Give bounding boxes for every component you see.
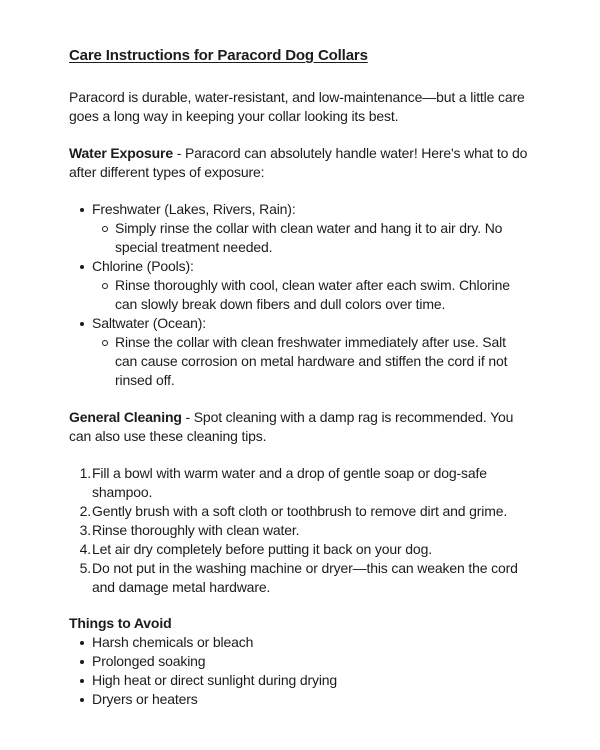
cleaning-step: Rinse thoroughly with clean water. [92, 522, 300, 538]
document-body [69, 46, 531, 709]
things-to-avoid-list [69, 633, 531, 709]
general-cleaning-paragraph [69, 408, 531, 446]
avoid-item: Harsh chemicals or bleach [92, 633, 531, 652]
exposure-sublist [92, 276, 531, 314]
cleaning-step: Gently brush with a soft cloth or toothbrush to remove dirt and grime. [92, 503, 508, 519]
exposure-sublist-item [115, 333, 531, 390]
exposure-list-item [92, 314, 531, 390]
water-exposure-label: Water Exposure [69, 145, 173, 161]
avoid-item: Dryers or heaters [92, 690, 531, 709]
cleaning-steps-list [69, 464, 531, 597]
exposure-type-label: Saltwater (Ocean): [92, 315, 207, 331]
exposure-sublist-item [115, 219, 531, 257]
exposure-instruction: Rinse thoroughly with cool, clean water after each swim. Chlorine can slowly break down fibers and dull colors over time. [115, 277, 510, 312]
cleaning-step: Do not put in the washing machine or dryer—this can weaken the cord and damage metal hardware. [92, 560, 518, 595]
exposure-list-item [92, 200, 531, 257]
exposure-instruction: Rinse the collar with clean freshwater immediately after use. Salt can cause corrosion on metal hardware and stiffen the cord if not rinsed off. [115, 334, 508, 388]
exposure-sublist [92, 333, 531, 390]
water-exposure-list [69, 200, 531, 390]
general-cleaning-text: - Spot cleaning with a damp rag is recommended. You can also use these cleaning tips. [69, 409, 514, 444]
document-title: Care Instructions for Paracord Dog Collars [69, 47, 368, 64]
exposure-list-item [92, 257, 531, 314]
avoid-item: Prolonged soaking [92, 652, 531, 671]
exposure-sublist [92, 219, 531, 257]
exposure-type-label: Chlorine (Pools): [92, 258, 194, 274]
intro-paragraph: Paracord is durable, water-resistant, and low-maintenance—but a little care goes a long way in keeping your collar looking its best. [69, 89, 525, 124]
general-cleaning-label: General Cleaning [69, 409, 182, 425]
cleaning-step: Let air dry completely before putting it back on your dog. [92, 541, 432, 557]
exposure-type-label: Freshwater (Lakes, Rivers, Rain): [92, 201, 296, 217]
cleaning-step: Fill a bowl with warm water and a drop of gentle soap or dog-safe shampoo. [92, 465, 487, 500]
exposure-instruction: Simply rinse the collar with clean water and hang it to air dry. No special treatment needed. [115, 220, 503, 255]
water-exposure-text: - Paracord can absolutely handle water! Here's what to do after different types of exposure: [69, 145, 528, 180]
exposure-sublist-item [115, 276, 531, 314]
water-exposure-paragraph [69, 144, 531, 182]
things-to-avoid-heading: Things to Avoid [69, 615, 172, 631]
avoid-item: High heat or direct sunlight during drying [92, 671, 531, 690]
